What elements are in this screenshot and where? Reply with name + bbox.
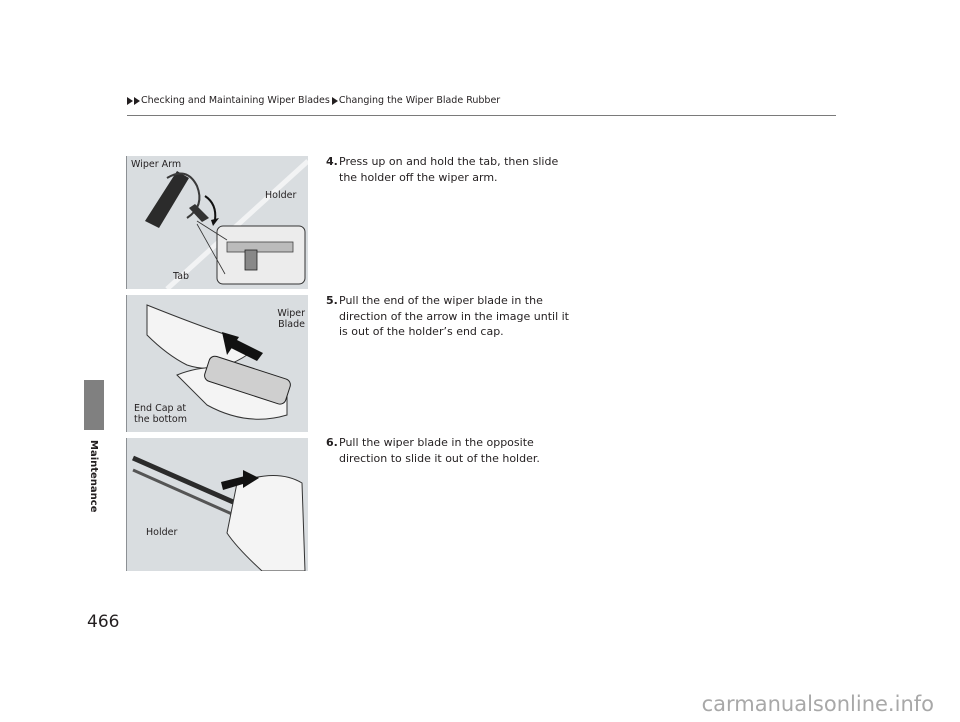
step-4	[326, 154, 586, 185]
section-tab-marker	[84, 380, 104, 430]
section-label	[87, 440, 101, 520]
header-divider	[127, 115, 836, 116]
callout-wiper-blade: Wiper Blade	[277, 308, 305, 330]
step-text: Pull the end of the wiper blade in the direction of the arrow in the image until it is out of the holder’s end cap.	[339, 294, 569, 338]
figure-remove-holder	[126, 156, 308, 289]
figure-slide-blade-out	[126, 438, 308, 571]
watermark: carmanualsonline.info	[701, 692, 934, 716]
breadcrumb	[127, 95, 500, 106]
breadcrumb-arrow-icon	[134, 97, 140, 105]
step-text: Press up on and hold the tab, then slide the holder off the wiper arm.	[339, 155, 559, 184]
breadcrumb-item[interactable]: Changing the Wiper Blade Rubber	[338, 95, 501, 106]
step-text: Pull the wiper blade in the opposite direction to slide it out of the holder.	[339, 436, 540, 465]
holder-illustration	[127, 438, 308, 571]
breadcrumb-arrow-icon	[332, 97, 338, 105]
section-label-text: Maintenance	[88, 440, 99, 513]
callout-tab: Tab	[173, 271, 190, 282]
breadcrumb-arrow-icon	[127, 97, 133, 105]
step-6	[326, 435, 586, 466]
page-number: 466	[87, 612, 120, 632]
step-number: 4.	[326, 155, 338, 168]
figure-pull-blade-end	[126, 295, 308, 432]
step-number: 5.	[326, 294, 338, 307]
callout-wiper-arm: Wiper Arm	[131, 159, 182, 170]
step-5	[326, 293, 586, 340]
callout-holder: Holder	[146, 527, 178, 538]
callout-holder: Holder	[265, 190, 297, 201]
step-number: 6.	[326, 436, 338, 449]
breadcrumb-item[interactable]: Checking and Maintaining Wiper Blades	[141, 95, 330, 106]
callout-end-cap: End Cap at the bottom	[134, 403, 187, 425]
wiper-arm-illustration	[127, 156, 308, 289]
